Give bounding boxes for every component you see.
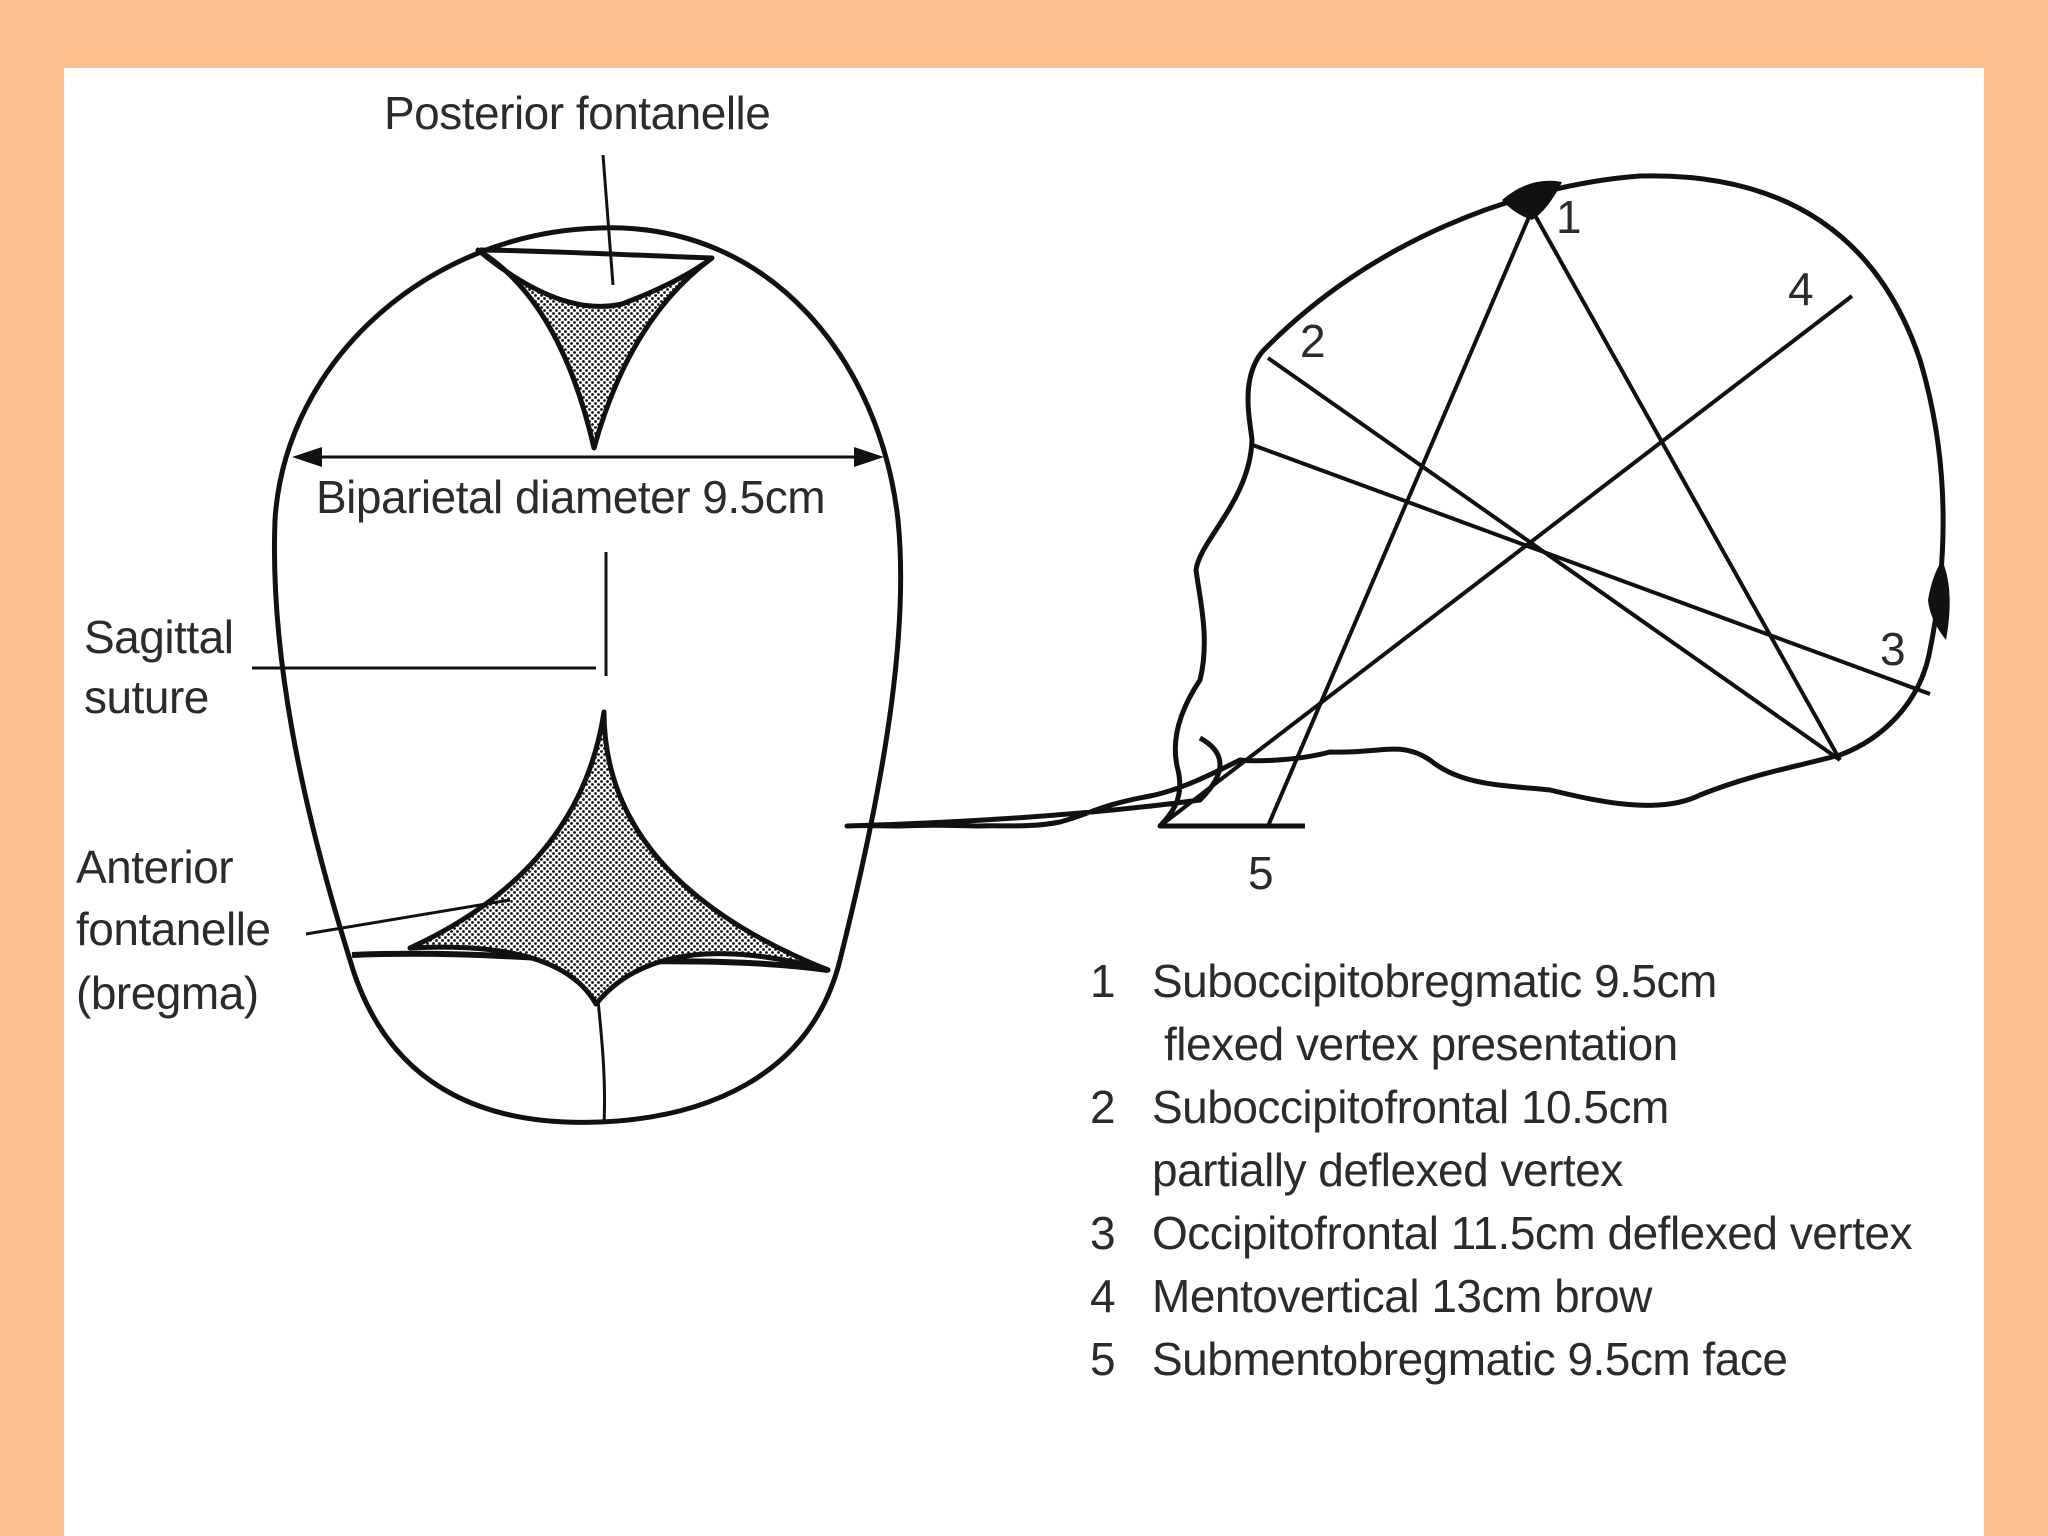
- skull-side-view: [847, 176, 1943, 826]
- marker-2: 2: [1300, 315, 1326, 367]
- biparietal-diameter-label: Biparietal diameter 9.5cm: [316, 471, 826, 523]
- sagittal-label-line2: suture: [84, 671, 209, 723]
- legend-text: Submentobregmatic 9.5cm face: [1152, 1333, 1788, 1385]
- legend-subtext: partially deflexed vertex: [1152, 1144, 1623, 1196]
- arrowhead-right-icon: [854, 447, 884, 467]
- legend-number: 4: [1090, 1270, 1116, 1322]
- marker-5: 5: [1248, 847, 1274, 899]
- skull-side-outline: [847, 176, 1943, 826]
- legend-text: Occipitofrontal 11.5cm deflexed vertex: [1152, 1207, 1912, 1259]
- biparietal-diameter-arrow: [292, 447, 884, 467]
- anterior-fontanelle-label-line2: fontanelle: [76, 903, 271, 955]
- diameter-line-2: [1268, 358, 1840, 760]
- marker-4: 4: [1788, 263, 1814, 315]
- sagittal-label-line1: Sagittal: [84, 611, 234, 663]
- legend-item: [1090, 950, 1912, 1076]
- arrowhead-left-icon: [292, 447, 322, 467]
- frontal-suture: [598, 1000, 605, 1124]
- legend-text: Suboccipitobregmatic 9.5cm: [1152, 955, 1717, 1007]
- marker-3: 3: [1880, 623, 1906, 675]
- legend-subtext: flexed vertex presentation: [1164, 1018, 1678, 1070]
- legend-item: [1090, 1202, 1912, 1265]
- legend-number: 1: [1090, 955, 1116, 1007]
- posterior-fontanelle-pointer: [603, 155, 613, 285]
- legend-item: [1090, 1328, 1912, 1391]
- marker-1: 1: [1556, 191, 1582, 243]
- skull-diameters: [1160, 210, 1930, 826]
- anterior-fontanelle-label-line1: Anterior: [76, 841, 234, 893]
- occiput-marker: [1928, 560, 1950, 640]
- posterior-fontanelle-shape: [478, 250, 712, 448]
- top-view-pointers: [252, 155, 613, 934]
- anterior-fontanelle-shape: [410, 712, 828, 1004]
- legend-text: Suboccipitofrontal 10.5cm: [1152, 1081, 1669, 1133]
- legend-item: [1090, 1076, 1912, 1202]
- legend-number: 3: [1090, 1207, 1116, 1259]
- legend-item: [1090, 1265, 1912, 1328]
- diameters-legend: [1090, 950, 1912, 1391]
- lambdoid-suture: [480, 250, 712, 258]
- legend-text: Mentovertical 13cm brow: [1152, 1270, 1652, 1322]
- legend-number: 5: [1090, 1333, 1116, 1385]
- diameter-line-3: [1250, 444, 1930, 694]
- anterior-fontanelle-label-line3: (bregma): [76, 967, 259, 1019]
- legend-number: 2: [1090, 1081, 1116, 1133]
- posterior-fontanelle-label: Posterior fontanelle: [384, 87, 771, 139]
- diameter-line-4: [1160, 296, 1852, 826]
